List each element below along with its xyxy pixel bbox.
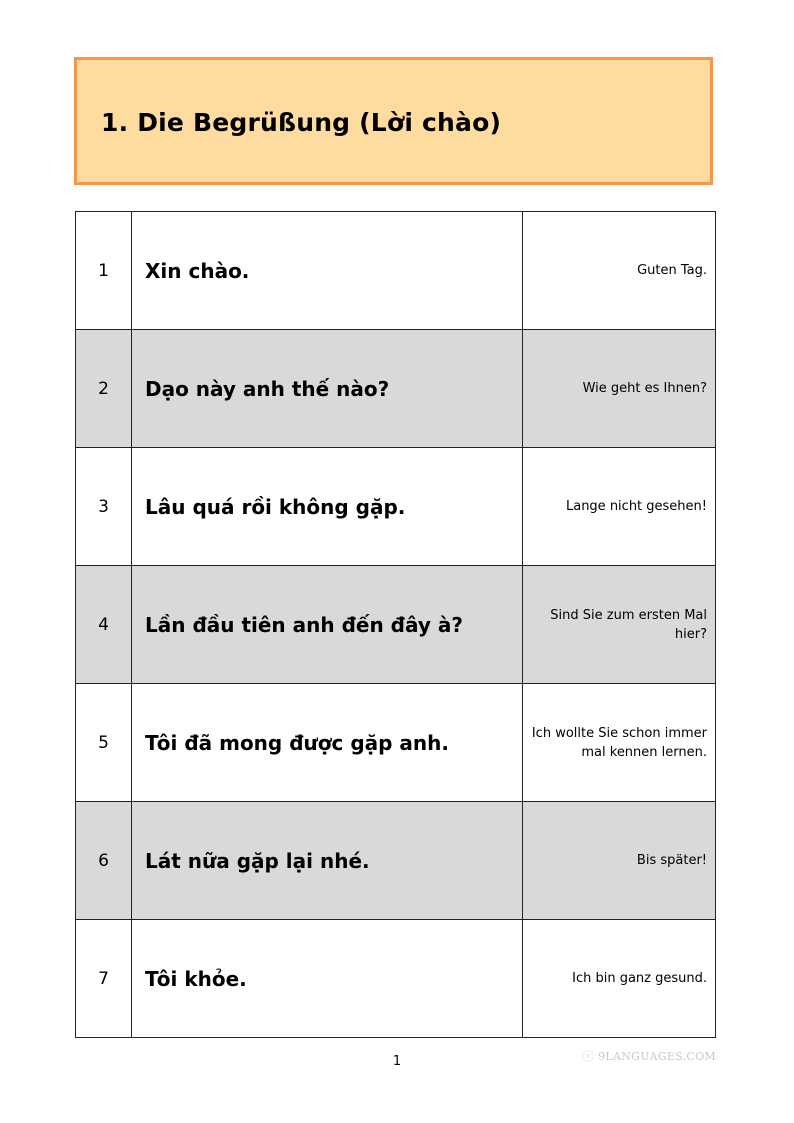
german-translation: Bis später!	[523, 802, 716, 920]
table-row	[76, 330, 716, 448]
title-box	[74, 57, 713, 185]
page-number: 1	[392, 1054, 402, 1069]
page-title: 1. Die Begrüßung (Lời chào)	[101, 108, 502, 137]
vietnamese-phrase: Dạo này anh thế nào?	[132, 330, 523, 448]
row-number: 1	[76, 212, 132, 330]
row-number: 5	[76, 684, 132, 802]
german-translation: Sind Sie zum ersten Mal hier?	[523, 566, 716, 684]
vietnamese-phrase: Xin chào.	[132, 212, 523, 330]
row-number: 2	[76, 330, 132, 448]
row-number: 7	[76, 920, 132, 1038]
german-translation: Ich bin ganz gesund.	[523, 920, 716, 1038]
table-row	[76, 684, 716, 802]
copyright-notice: ⓒ 9LANGUAGES.COM	[583, 1050, 716, 1063]
table-row	[76, 566, 716, 684]
vietnamese-phrase: Lần đầu tiên anh đến đây à?	[132, 566, 523, 684]
phrase-table	[75, 211, 716, 1038]
row-number: 3	[76, 448, 132, 566]
table-row	[76, 920, 716, 1038]
row-number: 6	[76, 802, 132, 920]
german-translation: Lange nicht gesehen!	[523, 448, 716, 566]
table-row	[76, 802, 716, 920]
german-translation: Ich wollte Sie schon immer mal kennen lernen.	[523, 684, 716, 802]
vietnamese-phrase: Tôi khỏe.	[132, 920, 523, 1038]
table-row	[76, 448, 716, 566]
vietnamese-phrase: Lát nữa gặp lại nhé.	[132, 802, 523, 920]
row-number: 4	[76, 566, 132, 684]
table-row	[76, 212, 716, 330]
vietnamese-phrase: Tôi đã mong được gặp anh.	[132, 684, 523, 802]
german-translation: Guten Tag.	[523, 212, 716, 330]
german-translation: Wie geht es Ihnen?	[523, 330, 716, 448]
vietnamese-phrase: Lâu quá rồi không gặp.	[132, 448, 523, 566]
